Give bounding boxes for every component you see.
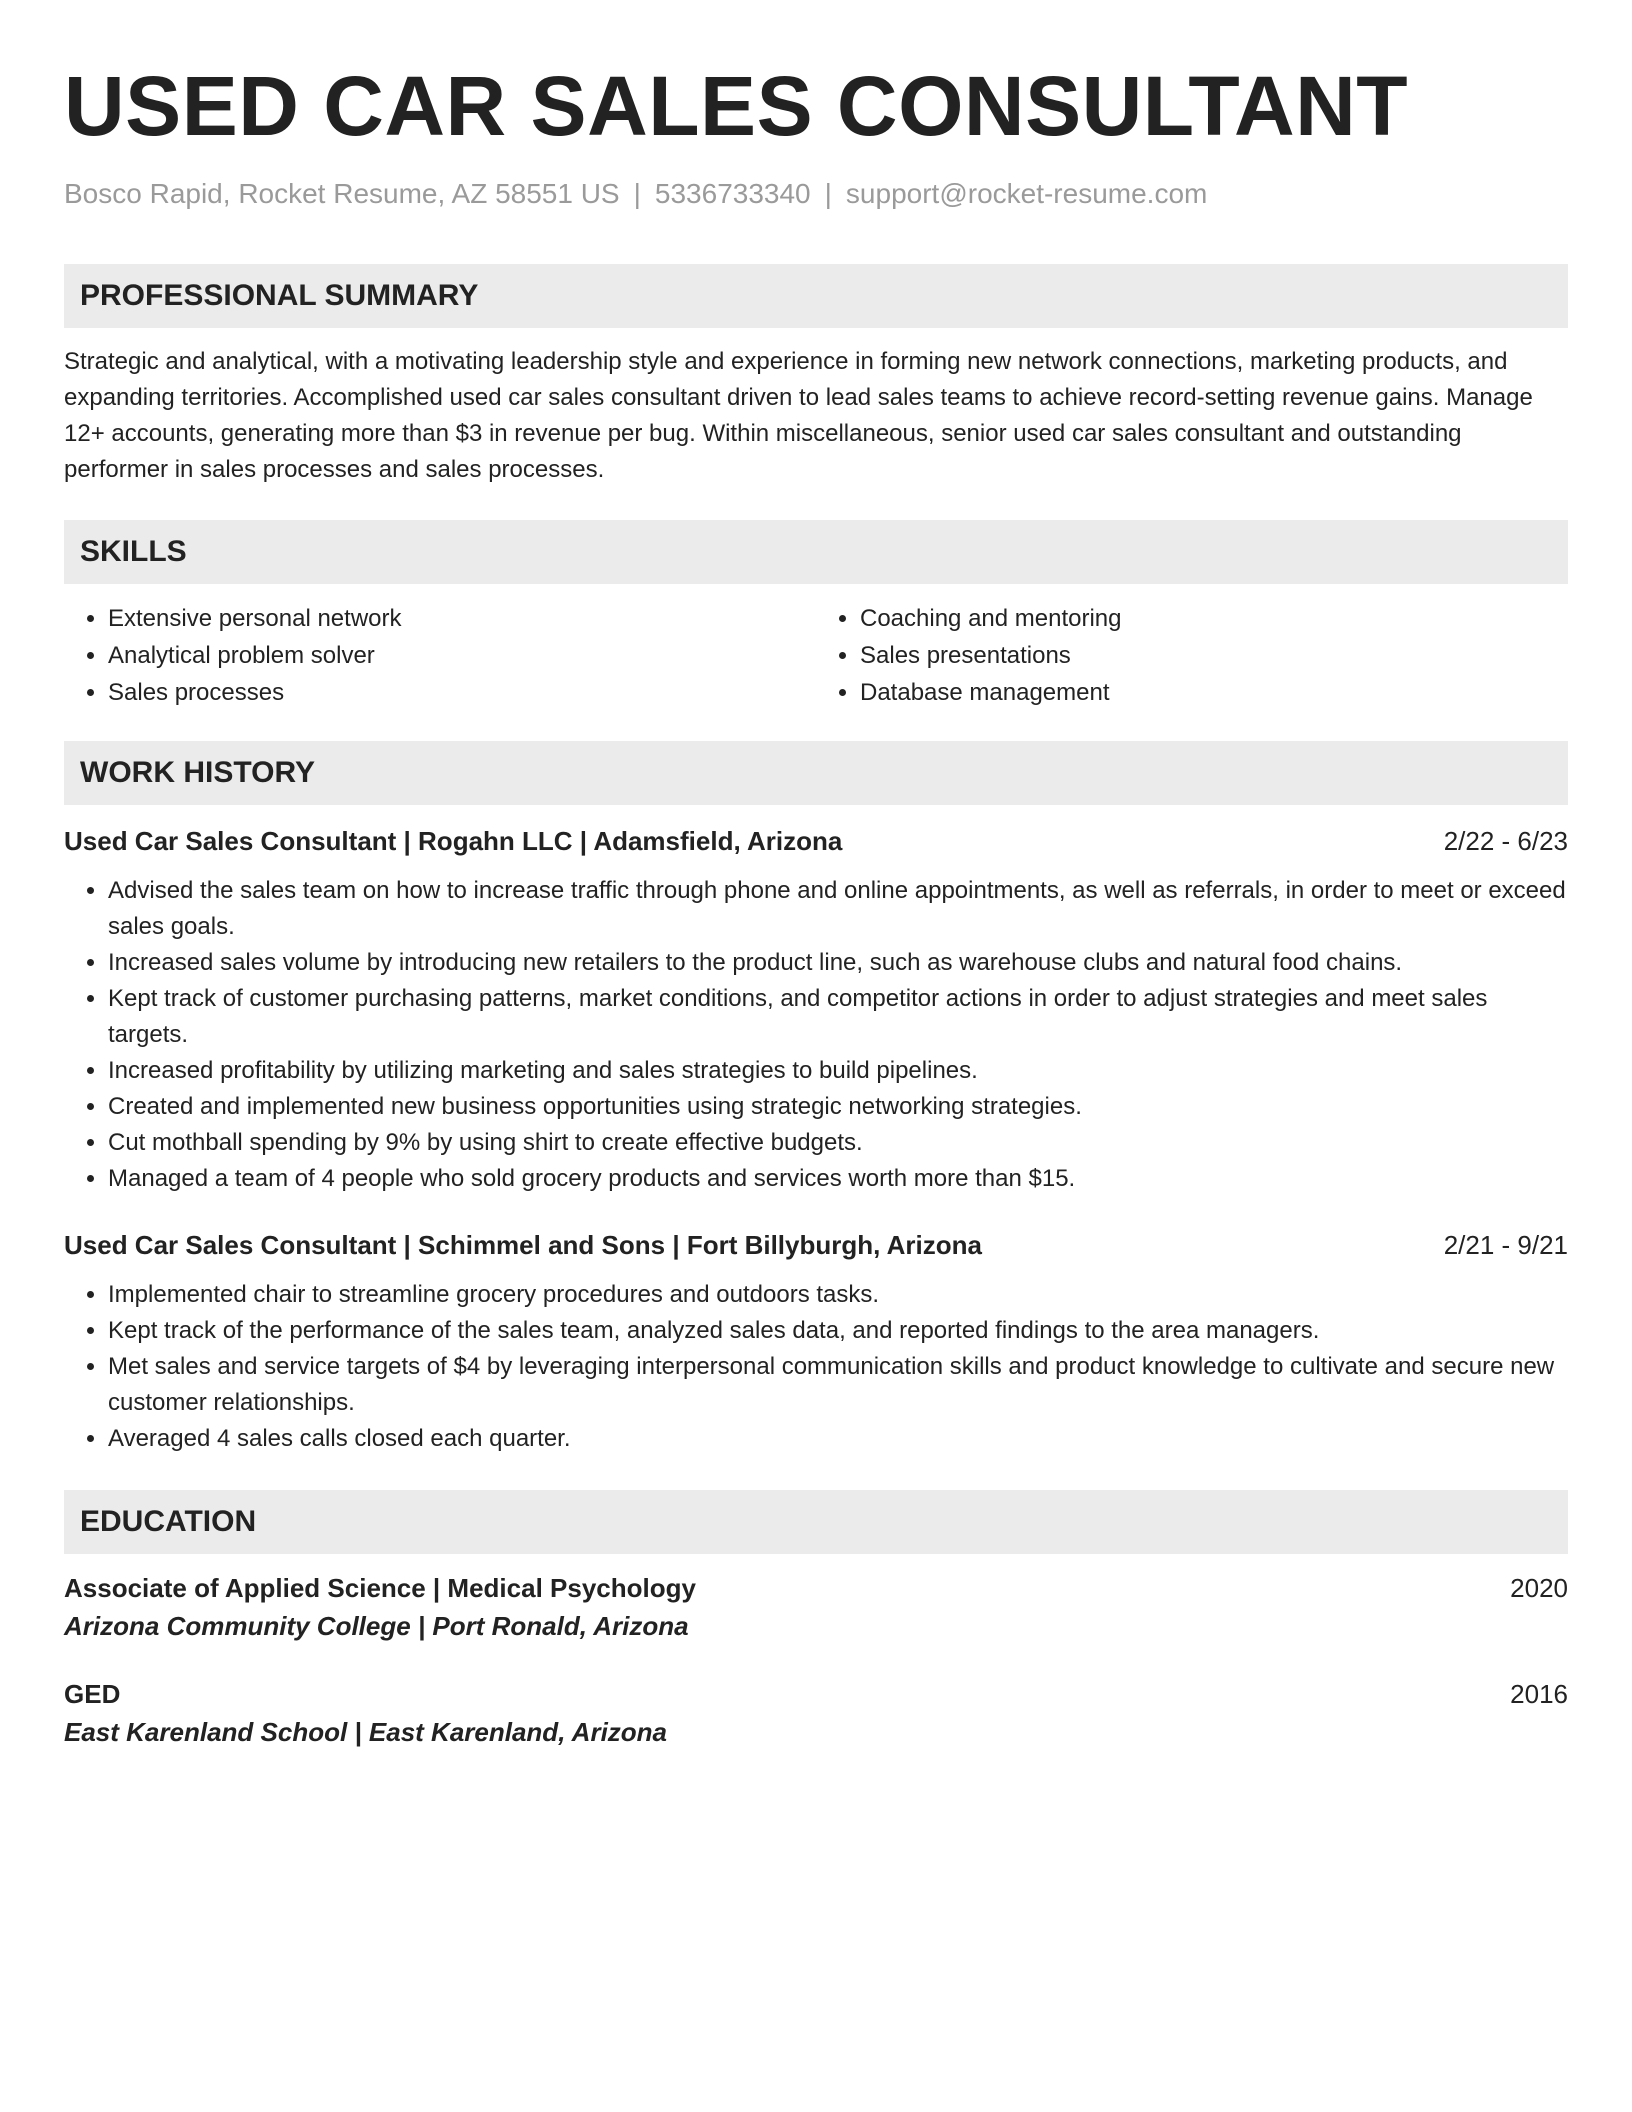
education-header — [64, 1570, 1568, 1606]
work-history-heading: WORK HISTORY — [64, 741, 1568, 805]
job-bullet: • Created and implemented new business opportunities using strategic networking strategies. — [108, 1089, 1568, 1125]
resume-title: USED CAR SALES CONSULTANT — [64, 59, 1409, 153]
education-year: 2020 — [1510, 1573, 1568, 1603]
skill-item: • Analytical problem solver — [108, 637, 816, 674]
skills-column-right — [816, 600, 1568, 711]
job-bullet: • Managed a team of 4 people who sold grocery products and services worth more than $15. — [108, 1161, 1568, 1197]
skill-item: • Database management — [860, 674, 1568, 711]
job-bullet: • Implemented chair to streamline grocery procedures and outdoors tasks. — [108, 1277, 1568, 1313]
skill-item: • Coaching and mentoring — [860, 600, 1568, 637]
education-entry — [64, 1676, 1568, 1752]
skills-list — [64, 600, 1568, 711]
job-bullet: • Met sales and service targets of $4 by leveraging interpersonal communication skills and product knowledge to cultivate and secure new customer relationships. — [108, 1349, 1568, 1421]
contact-address: Bosco Rapid, Rocket Resume, AZ 58551 US — [64, 178, 620, 209]
contact-separator: | — [633, 178, 641, 209]
education-heading: EDUCATION — [64, 1490, 1568, 1554]
contact-separator: | — [824, 178, 832, 209]
skill-item: • Extensive personal network — [108, 600, 816, 637]
job-bullet: • Cut mothball spending by 9% by using shirt to create effective budgets. — [108, 1125, 1568, 1161]
job-dates: 2/22 - 6/23 — [1443, 826, 1568, 856]
job-bullets — [64, 1277, 1568, 1457]
education-degree: Associate of Applied Science | Medical Psychology — [64, 1573, 696, 1603]
contact-line — [64, 176, 1568, 212]
job-title: Used Car Sales Consultant | Schimmel and Sons | Fort Billyburgh, Arizona — [64, 1230, 982, 1260]
skills-column-left — [64, 600, 816, 711]
job-title: Used Car Sales Consultant | Rogahn LLC | Adamsfield, Arizona — [64, 826, 843, 856]
contact-phone: 5336733340 — [654, 178, 811, 209]
contact-email: support@rocket-resume.com — [845, 178, 1208, 209]
job-bullets — [64, 873, 1568, 1197]
education-school: East Karenland School | East Karenland, Arizona — [64, 1717, 668, 1747]
job-bullet: • Kept track of customer purchasing patterns, market conditions, and competitor actions in order to adjust strategies and meet sales targets. — [108, 981, 1568, 1053]
education-degree: GED — [64, 1679, 121, 1709]
job-header — [64, 1227, 1568, 1263]
skill-item: • Sales processes — [108, 674, 816, 711]
education-entry — [64, 1570, 1568, 1646]
job-bullet: • Increased sales volume by introducing new retailers to the product line, such as warehouse clubs and natural food chains. — [108, 945, 1568, 981]
education-year: 2016 — [1510, 1679, 1568, 1709]
job-bullet: • Averaged 4 sales calls closed each quarter. — [108, 1421, 1568, 1457]
skills-heading: SKILLS — [64, 520, 1568, 584]
job-bullet: • Kept track of the performance of the sales team, analyzed sales data, and reported findings to the area managers. — [108, 1313, 1568, 1349]
job-bullet: • Advised the sales team on how to increase traffic through phone and online appointments, as well as referrals, in order to meet or exceed sales goals. — [108, 873, 1568, 945]
education-header — [64, 1676, 1568, 1712]
job-bullet: • Increased profitability by utilizing marketing and sales strategies to build pipelines. — [108, 1053, 1568, 1089]
job-dates: 2/21 - 9/21 — [1443, 1230, 1568, 1260]
education-school: Arizona Community College | Port Ronald, Arizona — [64, 1611, 689, 1641]
job-header — [64, 823, 1568, 859]
summary-heading: PROFESSIONAL SUMMARY — [64, 264, 1568, 328]
summary-text: Strategic and analytical, with a motivating leadership style and experience in forming new network connections, marketing products, and expanding territories. Accomplished used car sales consultant driven to lead sales teams to achieve record-setting revenue gains. Manage 12+ accounts, generating more than $3 in revenue per bug. Within miscellaneous, senior used car sales consultant and outstanding performer in sales processes and sales processes. — [64, 348, 1533, 483]
skill-item: • Sales presentations — [860, 637, 1568, 674]
